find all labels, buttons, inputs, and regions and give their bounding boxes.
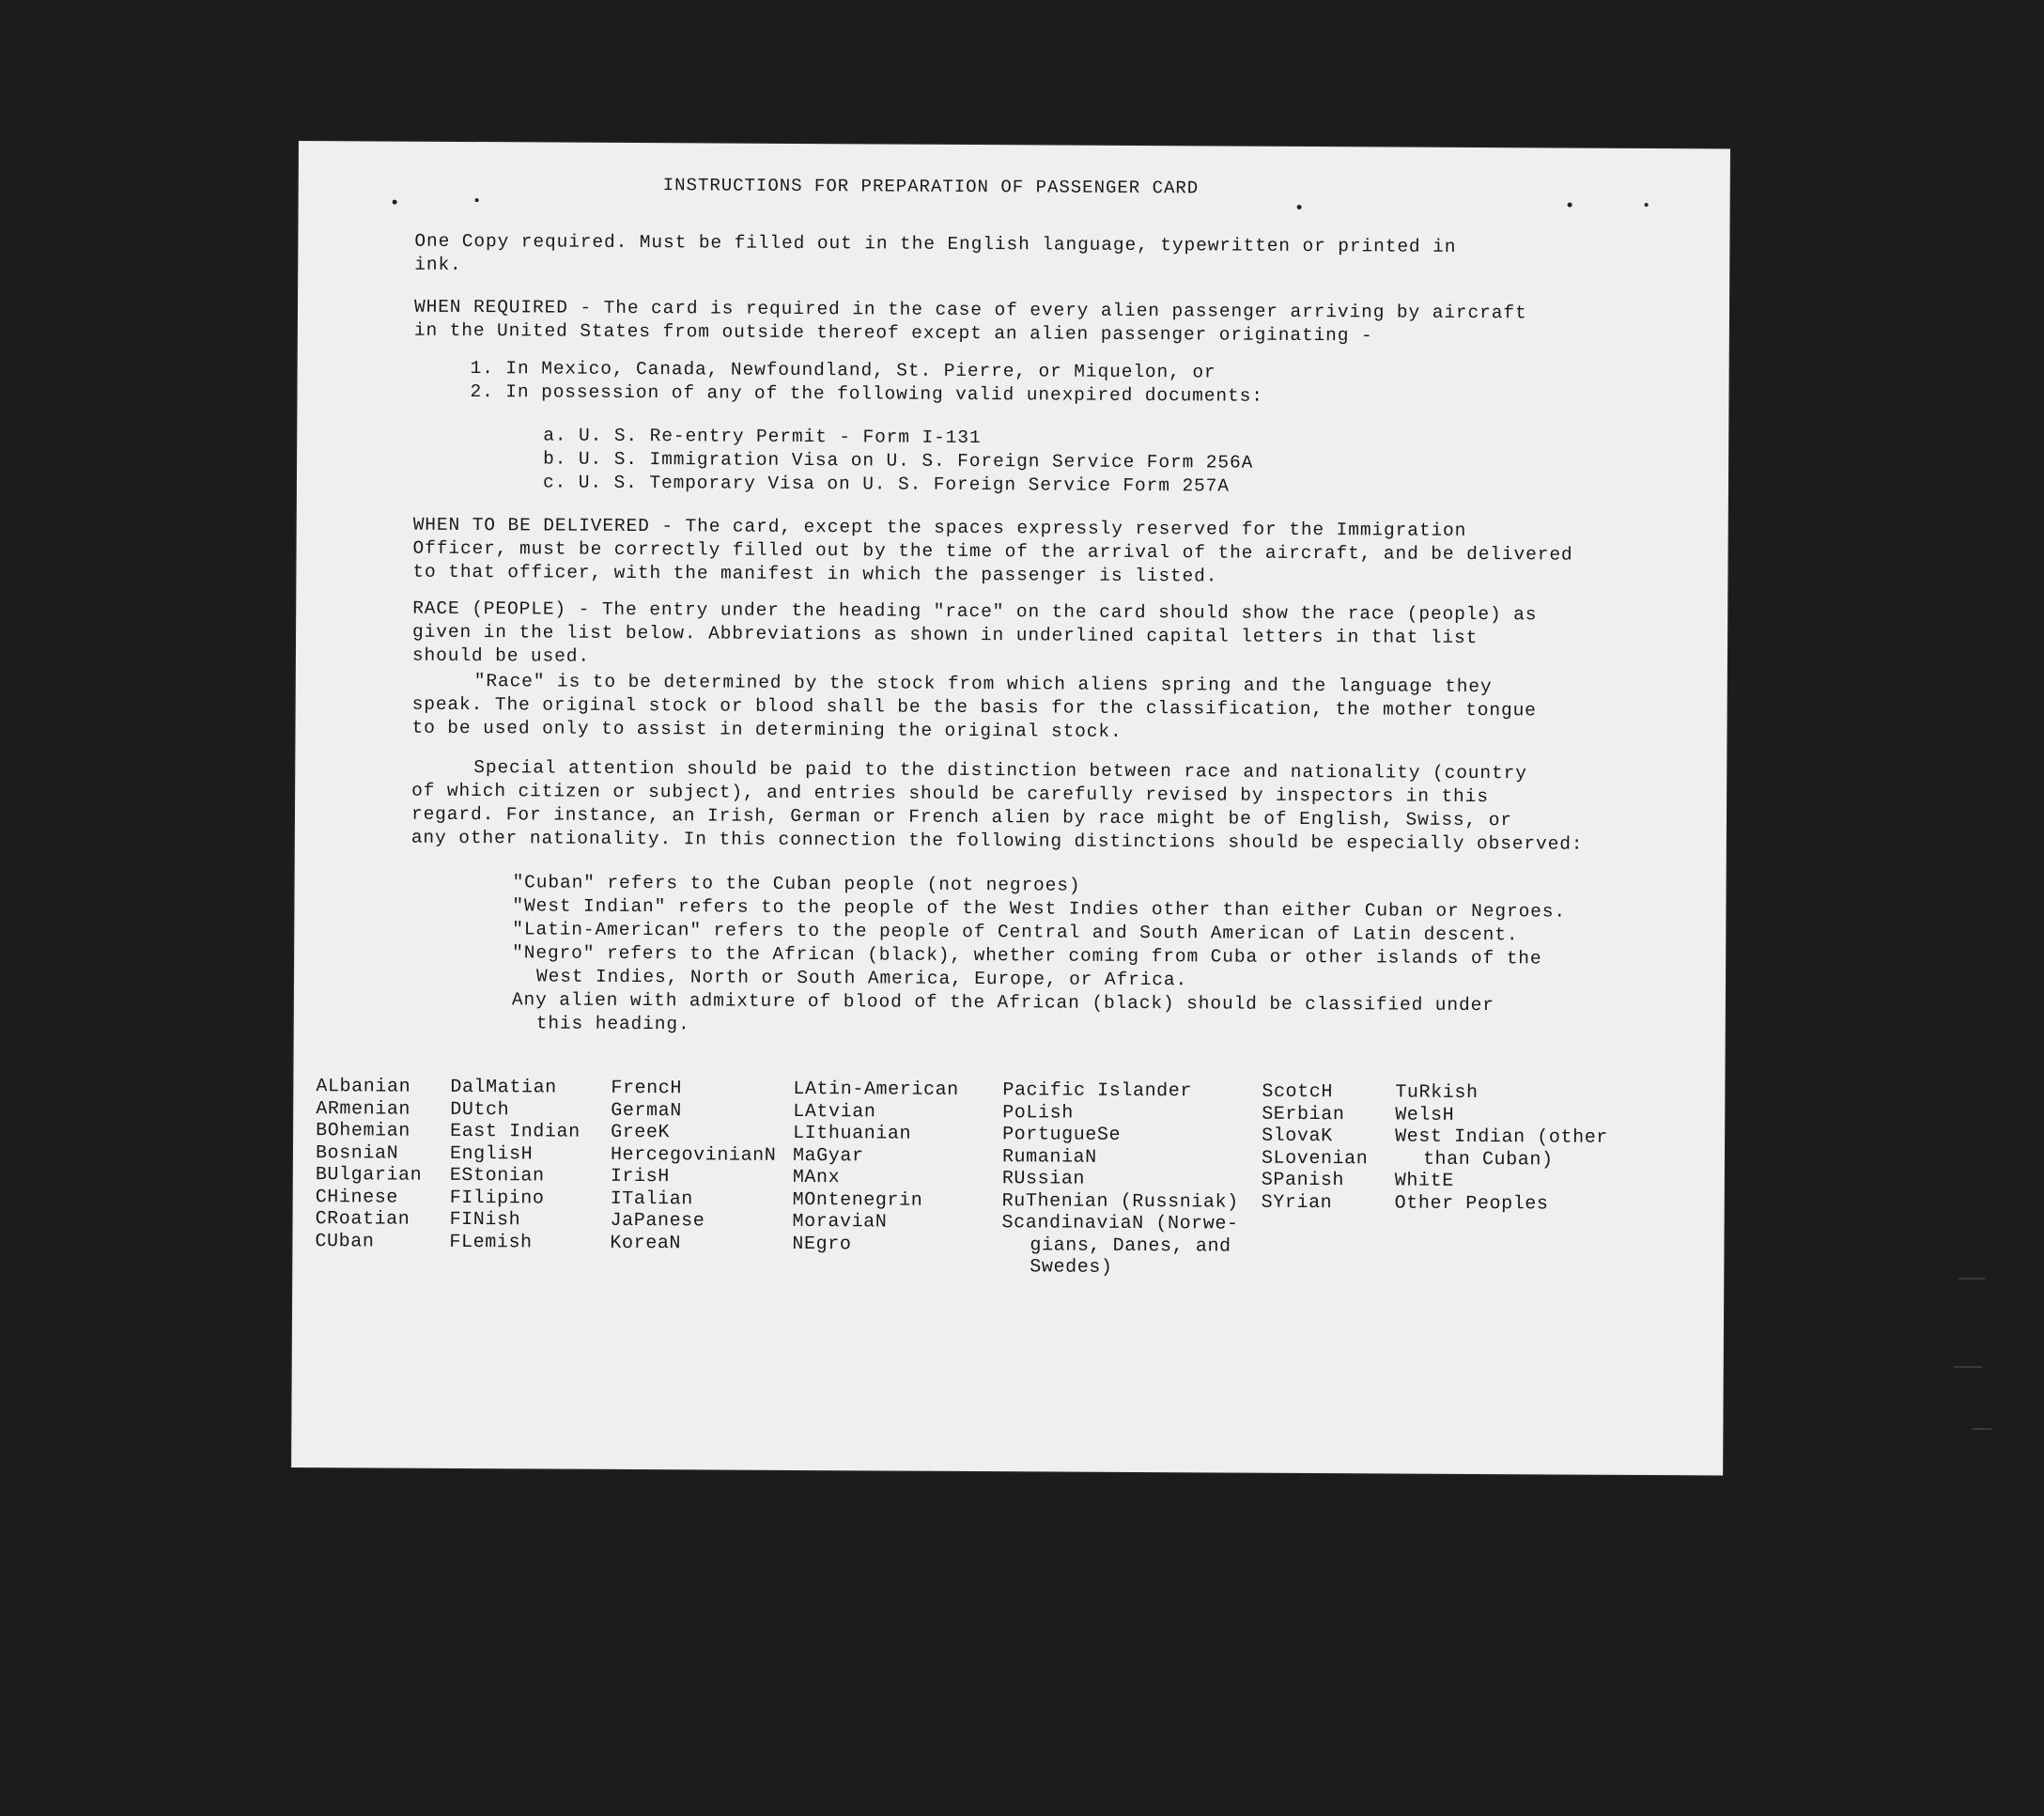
special-attention-paragraph	[411, 756, 1584, 857]
intro-line: ink.	[414, 254, 462, 275]
distinction-line: this heading.	[535, 1013, 690, 1035]
race-list-item: RuThenian (Russniak)	[1001, 1189, 1239, 1214]
race-list-item: MAnx	[792, 1166, 841, 1189]
race-list-item: ARmenian	[316, 1097, 411, 1121]
race-list-item: PoLish	[1002, 1101, 1074, 1125]
special-attention-line: Special attention should be paid to the distinction between race and nationality (country	[473, 757, 1527, 784]
race-list-item: West Indian (other	[1395, 1125, 1609, 1149]
race-list-item: IrisH	[610, 1165, 670, 1188]
race-line: given in the list below. Abbreviations as shown in underlined capital letters in that list	[412, 621, 1479, 649]
distinction-line: "Negro" refers to the African (black), whether coming from Cuba or other islands of the	[512, 942, 1542, 970]
race-list-item: SYrian	[1261, 1191, 1333, 1214]
intro-line: One Copy required. Must be filled out in the English language, typewritten or printed in	[414, 230, 1457, 257]
when-delivered-line: to that officer, with the manifest in which the passenger is listed.	[412, 561, 1218, 587]
race-list-item: ScandinaviaN (Norwe-	[1001, 1212, 1239, 1235]
race-column-4	[792, 1079, 958, 1256]
race-column-7	[1395, 1082, 1609, 1216]
race-list-item: than Cuban)	[1422, 1148, 1554, 1171]
race-list-item: ITalian	[610, 1187, 693, 1210]
race-list-item: Other Peoples	[1394, 1192, 1549, 1215]
race-list-item: WelsH	[1395, 1104, 1455, 1126]
numbered-list	[470, 357, 1263, 409]
race-definition-line: speak. The original stock or blood shall be the basis for the classification, the mother tongue	[411, 693, 1537, 722]
scan-speck	[393, 200, 397, 205]
distinction-line: "Latin-American" refers to the people of Central and South American of Latin descent.	[512, 919, 1519, 946]
special-attention-line: any other nationality. In this connection the following distinctions should be especially observed:	[410, 827, 1584, 855]
race-definition-line: to be used only to assist in determining the original stock.	[411, 717, 1123, 742]
when-delivered-line: Officer, must be correctly filled out by the time of the arrival of the aircraft, and be delivered	[412, 537, 1573, 566]
race-list-item: SlovaK	[1262, 1125, 1333, 1148]
distinction-line: "West Indian" refers to the people of the West Indies other than either Cuban or Negroes.	[512, 895, 1567, 923]
race-list-item: KoreaN	[610, 1232, 682, 1254]
race-list-item: FrencH	[611, 1077, 683, 1100]
distinction-line: Any alien with admixture of blood of the African (black) should be classified under	[511, 989, 1494, 1017]
scan-speck	[1568, 203, 1572, 208]
scan-speck	[1297, 205, 1302, 210]
race-list-item: SErbian	[1262, 1103, 1345, 1125]
race-list-item: GermaN	[611, 1099, 682, 1122]
race-list-item: RumaniaN	[1001, 1145, 1097, 1169]
race-list-item: EnglisH	[449, 1142, 534, 1165]
race-list-item: Pacific Islander	[1002, 1079, 1193, 1103]
distinction-line: West Indies, North or South America, Europe, or Africa.	[535, 966, 1188, 991]
race-list-item: ScotcH	[1262, 1080, 1334, 1104]
document-page	[291, 141, 1730, 1475]
distinction-line: "Cuban" refers to the Cuban people (not negroes)	[512, 872, 1081, 896]
when-required-paragraph	[414, 296, 1527, 349]
race-line: RACE (PEOPLE) - The entry under the heading "race" on the card should show the race (people) as	[412, 598, 1538, 626]
intro-paragraph	[414, 230, 1456, 283]
when-delivered-line: WHEN TO BE DELIVERED - The card, except the spaces expressly reserved for the Immigration	[412, 514, 1467, 541]
when-required-line: in the United States from outside thereof except an alien passenger originating -	[413, 319, 1373, 347]
race-list-item: HercegovinianN	[610, 1143, 777, 1167]
race-column-6	[1262, 1081, 1369, 1215]
lettered-item: c. U. S. Temporary Visa on U. S. Foreign Service Form 257A	[542, 472, 1230, 497]
race-list-item: JaPanese	[610, 1209, 705, 1233]
document-title: INSTRUCTIONS FOR PREPARATION OF PASSENGER CARD	[662, 175, 1200, 199]
special-attention-line: regard. For instance, an Irish, German or French alien by race might be of English, Swiss, or	[410, 803, 1513, 831]
race-definition-paragraph	[411, 670, 1537, 747]
race-column-5	[1001, 1079, 1239, 1280]
race-column-1	[315, 1076, 422, 1253]
lettered-item: b. U. S. Immigration Visa on U. S. Foreign Service Form 256A	[543, 448, 1254, 473]
scan-speck	[1645, 203, 1649, 207]
race-list-item: SPanish	[1261, 1169, 1345, 1192]
race-list-item: NEgro	[792, 1233, 852, 1255]
race-list-item: BUlgarian	[315, 1164, 423, 1187]
race-column-3	[610, 1078, 776, 1255]
race-list-item: SLovenian	[1261, 1147, 1369, 1170]
race-list-item: gians, Danes, and	[1030, 1234, 1231, 1258]
race-list-item: CUban	[315, 1230, 375, 1252]
when-required-line: WHEN REQUIRED - The card is required in the case of every alien passenger arriving by aircraft	[413, 296, 1527, 324]
race-list-item: MoraviaN	[792, 1210, 888, 1234]
scan-edge-mark	[1973, 1428, 1991, 1430]
race-list-item: LAtvian	[793, 1100, 876, 1123]
race-paragraph	[412, 598, 1538, 675]
race-list-item: Swedes)	[1030, 1256, 1113, 1279]
race-list-item: BOhemian	[316, 1120, 411, 1142]
race-list-grid	[315, 1076, 1687, 1299]
race-line: should be used.	[411, 644, 591, 667]
race-list-item: FIlipino	[449, 1187, 545, 1209]
lettered-item: a. U. S. Re-entry Permit - Form I-131	[543, 425, 982, 449]
race-list-item: BosniaN	[315, 1141, 399, 1165]
race-list-item: CRoatian	[315, 1208, 410, 1231]
numbered-item: 1. In Mexico, Canada, Newfoundland, St. Pierre, or Miquelon, or	[470, 358, 1216, 383]
when-delivered-paragraph	[412, 514, 1572, 591]
race-list-item: CHinese	[315, 1186, 399, 1209]
race-list-item: PortugueSe	[1002, 1124, 1122, 1146]
race-list-item: DalMatian	[450, 1076, 557, 1099]
race-list-item: TuRkish	[1395, 1081, 1479, 1105]
race-list-item: East Indian	[450, 1120, 581, 1143]
race-list-item: LIthuanian	[793, 1122, 912, 1145]
race-list-item: MaGyar	[792, 1144, 864, 1167]
lettered-list	[543, 424, 1254, 498]
race-column-2	[449, 1077, 581, 1254]
race-list-item: FLemish	[449, 1231, 533, 1253]
race-definition-line: "Race" is to be determined by the stock from which aliens spring and the language they	[473, 671, 1493, 698]
numbered-item: 2. In possession of any of the following valid unexpired documents:	[470, 381, 1263, 407]
scan-edge-mark	[1954, 1366, 1982, 1368]
race-list-item: WhitE	[1394, 1170, 1454, 1192]
scan-speck	[475, 198, 479, 202]
race-list-item: ALbanian	[316, 1076, 411, 1098]
race-list-item: GreeK	[611, 1121, 671, 1144]
special-attention-line: of which citizen or subject), and entries should be carefully revised by inspectors in this	[411, 780, 1489, 808]
race-list-item: DUtch	[450, 1098, 510, 1121]
race-list-item: FINish	[449, 1208, 521, 1232]
race-list-item: EStonian	[449, 1164, 545, 1187]
scan-edge-mark	[1959, 1278, 1985, 1280]
race-list-item: LAtin-American	[793, 1078, 959, 1101]
race-list-item: RUssian	[1001, 1168, 1086, 1190]
distinctions-list	[512, 871, 1567, 1041]
race-list-item: MOntenegrin	[792, 1188, 923, 1212]
